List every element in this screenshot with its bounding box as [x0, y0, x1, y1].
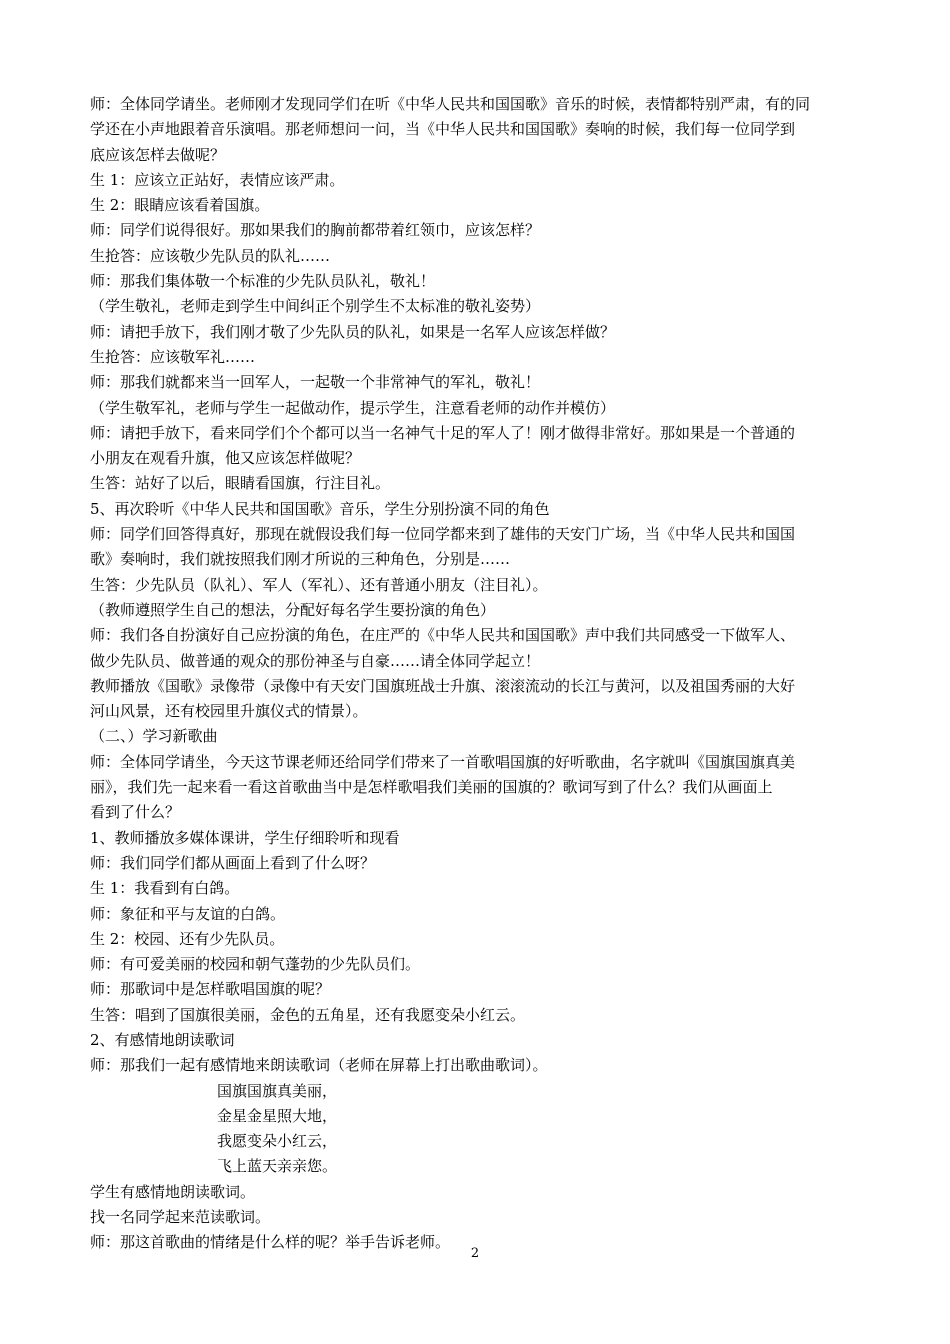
document-body: [90, 92, 870, 1256]
lyric-line: 飞上蓝天亲亲您。: [217, 1157, 338, 1176]
text-line: 底应该怎样去做呢？: [90, 145, 226, 164]
text-line: 师：我们同学们都从画面上看到了什么呀？: [90, 853, 376, 872]
text-line: 生抢答：应该敬少先队员的队礼……: [90, 246, 331, 265]
section-heading: 5、再次聆听《中华人民共和国国歌》音乐，学生分别扮演不同的角色: [90, 499, 550, 518]
text-line: 生答：少先队员（队礼）、军人（军礼）、还有普通小朋友（注目礼）。: [90, 575, 548, 594]
text-line: 师：同学们说得很好。那如果我们的胸前都带着红领巾，应该怎样？: [90, 221, 541, 240]
section-heading: 1、教师播放多媒体课讲，学生仔细聆听和现看: [90, 828, 400, 847]
section-heading: 2、有感情地朗读歌词: [90, 1030, 235, 1049]
text-line: 师：那我们就都来当一回军人，一起敬一个非常神气的军礼，敬礼！: [90, 373, 541, 392]
lyric-line: 国旗国旗真美丽，: [217, 1081, 338, 1100]
text-line: 生抢答：应该敬军礼……: [90, 347, 256, 366]
text-line: 生 1：我看到有白鸽。: [90, 879, 240, 898]
text-line: 师：那歌词中是怎样歌唱国旗的呢？: [90, 980, 331, 999]
text-line: 师：那这首歌曲的情绪是什么样的呢？举手告诉老师。: [90, 1233, 451, 1252]
section-heading: （二、）学习新歌曲: [90, 727, 218, 746]
text-line: 生答：站好了以后，眼睛看国旗，行注目礼。: [90, 474, 391, 493]
text-line: 河山风景，还有校园里升旗仪式的情景）。: [90, 702, 368, 721]
text-line: 歌》奏响时，我们就按照我们刚才所说的三种角色，分别是……: [90, 550, 511, 569]
text-line: 师：同学们回答得真好，那现在就假设我们每一位同学都来到了雄伟的天安门广场，当《中华人民共和国国: [90, 525, 796, 544]
text-line: 生 1：应该立正站好，表情应该严肃。: [90, 170, 345, 189]
text-line: 师：请把手放下，我们刚才敬了少先队员的队礼，如果是一名军人应该怎样做？: [90, 322, 616, 341]
text-line: 学还在小声地跟着音乐演唱。那老师想问一问，当《中华人民共和国国歌》奏响的时候，我们每一位同学到: [90, 120, 796, 139]
text-line: 生 2：眼睛应该看着国旗。: [90, 196, 270, 215]
text-line: （教师遵照学生自己的想法，分配好每名学生要扮演的角色）: [90, 600, 496, 619]
text-line: 看到了什么？: [90, 803, 181, 822]
lyric-line: 我愿变朵小红云，: [217, 1132, 338, 1151]
page-number: 2: [470, 1246, 480, 1261]
text-line: 师：我们各自扮演好自己应扮演的角色，在庄严的《中华人民共和国国歌》声中我们共同感受一下做军人、: [90, 626, 796, 645]
text-line: 师：请把手放下，看来同学们个个都可以当一名神气十足的军人了！刚才做得非常好。那如果是一个普通的: [90, 423, 796, 442]
text-line: 小朋友在观看升旗，他又应该怎样做呢？: [90, 449, 361, 468]
text-line: 师：象征和平与友谊的白鸽。: [90, 904, 286, 923]
text-line: 做少先队员、做普通的观众的那份神圣与自豪……请全体同学起立！: [90, 651, 541, 670]
text-line: 师：全体同学请坐。老师刚才发现同学们在听《中华人民共和国国歌》音乐的时候，表情都特别严肃，有的同: [90, 95, 811, 113]
text-line: 找一名同学起来范读歌词。: [90, 1208, 271, 1227]
text-line: 生 2：校园、还有少先队员。: [90, 929, 285, 948]
text-line: 师：那我们一起有感情地来朗读歌词（老师在屏幕上打出歌曲歌词）。: [90, 1056, 548, 1075]
text-line: 师：那我们集体敬一个标准的少先队员队礼，敬礼！: [90, 272, 436, 291]
text-line: 学生有感情地朗读歌词。: [90, 1182, 256, 1201]
text-line: 教师播放《国歌》录像带（录像中有天安门国旗班战士升旗、滚滚流动的长江与黄河，以及祖国秀丽的大好: [90, 676, 796, 695]
text-line: 丽》，我们先一起来看一看这首歌曲当中是怎样歌唱我们美丽的国旗的？歌词写到了什么？我们从画面上: [90, 778, 773, 797]
text-line: 师：有可爱美丽的校园和朝气蓬勃的少先队员们。: [90, 955, 421, 974]
text-line: （学生敬军礼，老师与学生一起做动作，提示学生，注意看老师的动作并模仿）: [90, 398, 616, 417]
text-line: 师：全体同学请坐，今天这节课老师还给同学们带来了一首歌唱国旗的好听歌曲，名字就叫《国旗国旗真美: [90, 752, 796, 771]
lyric-line: 金星金星照大地，: [217, 1106, 338, 1125]
text-line: （学生敬礼，老师走到学生中间纠正个别学生不太标准的敬礼姿势）: [90, 297, 541, 316]
text-line: 生答：唱到了国旗很美丽，金色的五角星，还有我愿变朵小红云。: [90, 1005, 526, 1024]
